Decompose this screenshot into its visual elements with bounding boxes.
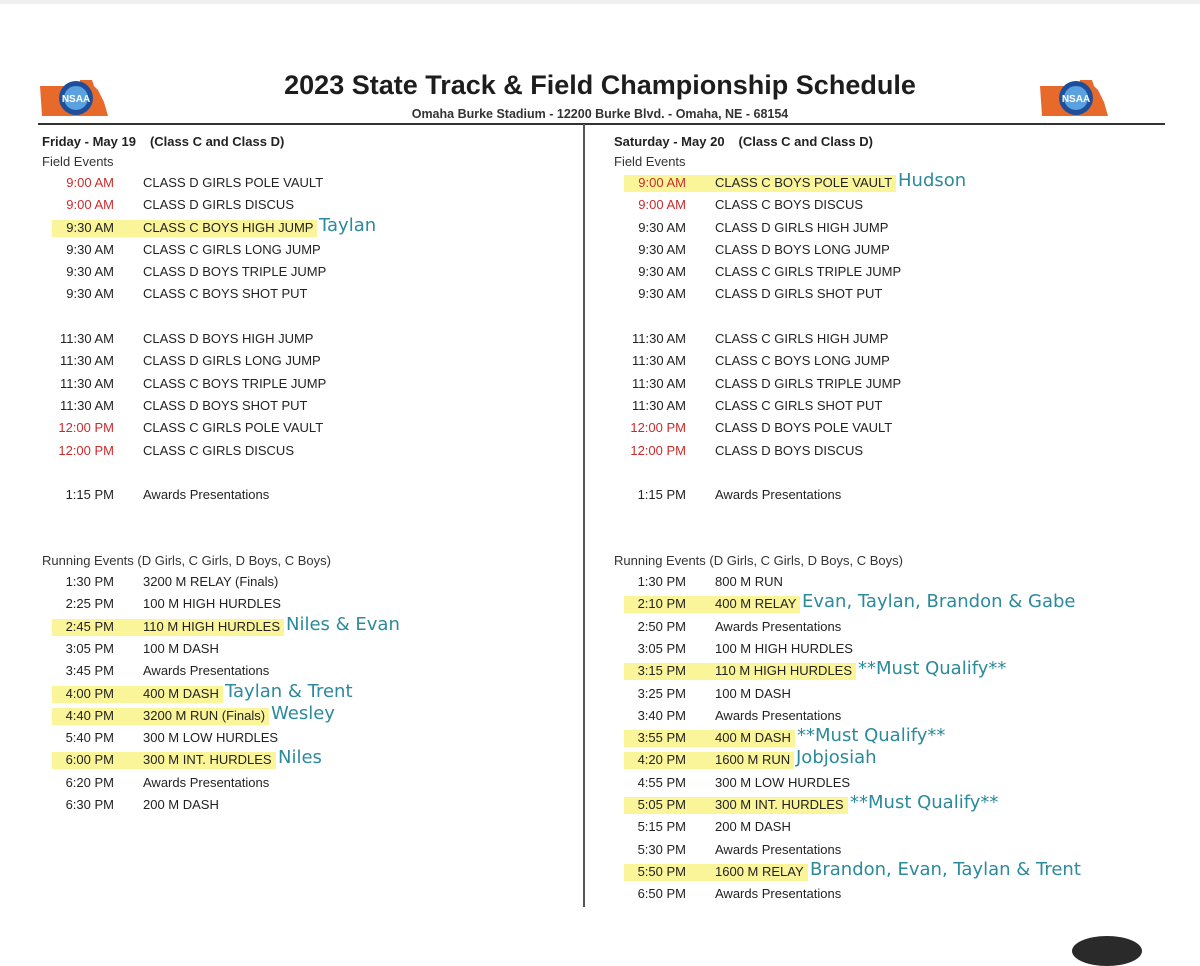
event-name: CLASS C BOYS TRIPLE JUMP [143, 375, 327, 391]
schedule-row [42, 283, 562, 305]
event-name: Awards Presentations [715, 618, 842, 634]
event-time: 5:05 PM [637, 797, 686, 813]
event-name: 3200 M RUN (Finals) [143, 707, 266, 723]
event-time: 1:15 PM [65, 487, 114, 503]
schedule-row [42, 772, 562, 794]
athlete-annotation: Wesley [271, 702, 335, 724]
event-name: Awards Presentations [715, 707, 842, 723]
schedule-row [614, 373, 1174, 395]
athlete-annotation: **Must Qualify** [850, 792, 999, 814]
event-name: Awards Presentations [143, 774, 270, 790]
event-name: CLASS C GIRLS TRIPLE JUMP [715, 264, 902, 280]
event-time: 3:45 PM [65, 663, 114, 679]
saturday-running-list [614, 571, 1174, 905]
event-time: 3:05 PM [65, 640, 114, 656]
event-name: Awards Presentations [143, 487, 270, 503]
event-time: 12:00 PM [630, 420, 686, 436]
event-time: 1:30 PM [65, 574, 114, 590]
schedule-row [42, 794, 562, 816]
event-time: 9:00 AM [66, 197, 114, 213]
athlete-annotation: Taylan [319, 214, 377, 236]
event-name: 100 M DASH [143, 640, 219, 656]
schedule-row [614, 705, 1174, 727]
event-name: CLASS C BOYS SHOT PUT [143, 286, 308, 302]
friday-field-list [42, 172, 562, 506]
schedule-row [614, 395, 1174, 417]
event-time: 6:30 PM [65, 797, 114, 813]
event-time: 1:30 PM [637, 574, 686, 590]
event-time: 3:25 PM [637, 685, 686, 701]
event-name: CLASS C BOYS POLE VAULT [715, 175, 893, 190]
event-name: 400 M DASH [143, 685, 219, 701]
event-name: CLASS C GIRLS LONG JUMP [143, 241, 321, 257]
event-time: 9:00 AM [638, 175, 686, 190]
schedule-row [42, 613, 562, 638]
schedule-row [42, 194, 562, 216]
schedule-row [614, 239, 1174, 261]
event-time: 11:30 AM [632, 375, 686, 391]
event-time: 9:30 AM [638, 219, 686, 235]
event-time: 11:30 AM [60, 397, 114, 413]
event-time: 4:40 PM [65, 707, 114, 723]
schedule-row [42, 350, 562, 372]
event-time: 12:00 PM [58, 442, 114, 458]
event-name: 110 M HIGH HURDLES [143, 618, 281, 634]
event-time: 5:15 PM [637, 819, 686, 835]
venue-subtitle: Omaha Burke Stadium - 12200 Burke Blvd. - Omaha, NE - 68154 [411, 107, 789, 121]
section-heading-field: Field Events [42, 154, 114, 169]
schedule-row [614, 571, 1174, 593]
schedule-row [42, 440, 562, 462]
event-time: 4:00 PM [65, 685, 114, 701]
schedule-row [42, 373, 562, 395]
event-time: 11:30 AM [60, 375, 114, 391]
event-name: CLASS D GIRLS LONG JUMP [143, 353, 321, 369]
event-time: 12:00 PM [630, 442, 686, 458]
schedule-row [614, 883, 1174, 905]
athlete-annotation: Evan, Taylan, Brandon & Gabe [802, 591, 1076, 613]
event-time: 3:55 PM [637, 730, 686, 746]
event-name: CLASS D GIRLS TRIPLE JUMP [715, 375, 902, 391]
event-name: Awards Presentations [715, 487, 842, 503]
schedule-row [42, 702, 562, 727]
athlete-annotation: **Must Qualify** [858, 658, 1007, 680]
schedule-row [614, 417, 1174, 439]
event-time: 5:40 PM [65, 730, 114, 746]
schedule-row [42, 680, 562, 705]
schedule-row [42, 727, 562, 749]
page-title: 2023 State Track & Field Championship Schedule [284, 70, 916, 100]
schedule-row [614, 217, 1174, 239]
event-name: CLASS D GIRLS DISCUS [143, 197, 294, 213]
event-time: 9:30 AM [638, 264, 686, 280]
event-time: 3:05 PM [637, 640, 686, 656]
event-name: CLASS D BOYS LONG JUMP [715, 241, 890, 257]
day-label: Saturday - May 20 [614, 134, 725, 149]
athlete-annotation: Brandon, Evan, Taylan & Trent [810, 858, 1081, 880]
athlete-annotation: Hudson [898, 170, 967, 191]
event-name: CLASS C GIRLS POLE VAULT [143, 420, 324, 436]
schedule-row [614, 749, 1174, 771]
event-name: 1600 M RELAY [715, 863, 804, 879]
friday-running-list [42, 571, 562, 816]
schedule-row [42, 660, 562, 682]
athlete-annotation: Niles [278, 747, 322, 769]
event-name: CLASS C BOYS LONG JUMP [715, 353, 890, 369]
event-time: 2:25 PM [65, 596, 114, 612]
corner-overlay [1072, 936, 1142, 966]
athlete-annotation: Jobjosiah [796, 747, 877, 769]
event-name: 300 M LOW HURDLES [715, 774, 851, 790]
schedule-row [614, 283, 1174, 305]
event-name: CLASS D GIRLS HIGH JUMP [715, 219, 889, 235]
schedule-row [614, 772, 1174, 794]
event-name: 1600 M RUN [715, 752, 791, 768]
section-heading-running: Running Events (D Girls, C Girls, D Boys, C Boys) [614, 553, 903, 569]
event-time: 5:30 PM [637, 841, 686, 857]
event-time: 6:00 PM [65, 752, 114, 768]
event-time: 1:15 PM [637, 487, 686, 503]
schedule-row [42, 749, 562, 771]
day-label: Friday - May 19 [42, 134, 136, 149]
schedule-row [614, 839, 1174, 861]
event-time: 12:00 PM [58, 420, 114, 436]
event-name: CLASS C BOYS HIGH JUMP [143, 219, 314, 235]
event-time: 11:30 AM [632, 353, 686, 369]
schedule-row [614, 727, 1174, 749]
event-time: 11:30 AM [60, 353, 114, 369]
athlete-annotation: Niles & Evan [286, 613, 400, 635]
day-heading [614, 132, 1174, 152]
logo-text: NSAA [1061, 94, 1091, 105]
event-name: CLASS D GIRLS SHOT PUT [715, 286, 883, 302]
event-time: 5:50 PM [637, 863, 686, 879]
event-time: 9:30 AM [638, 286, 686, 302]
event-time: 9:30 AM [66, 241, 114, 257]
event-time: 4:55 PM [637, 774, 686, 790]
schedule-row [42, 395, 562, 417]
event-time: 11:30 AM [60, 331, 114, 347]
athlete-annotation: **Must Qualify** [797, 725, 946, 747]
event-time: 4:20 PM [637, 752, 686, 768]
section-heading-field: Field Events [614, 154, 686, 169]
nsaa-logo-left [38, 72, 112, 124]
schedule-row [614, 593, 1174, 615]
schedule-row [42, 261, 562, 283]
event-time: 3:15 PM [637, 663, 686, 679]
event-time: 9:30 AM [66, 264, 114, 280]
event-name: 200 M DASH [715, 819, 791, 835]
event-time: 9:30 AM [66, 219, 114, 235]
athlete-annotation: Taylan & Trent [225, 680, 353, 702]
schedule-row [42, 239, 562, 261]
schedule-row [614, 350, 1174, 372]
friday-column [42, 132, 562, 816]
event-name: CLASS C GIRLS HIGH JUMP [715, 331, 889, 347]
event-time: 3:40 PM [637, 707, 686, 723]
section-heading-running: Running Events (D Girls, C Girls, D Boys, C Boys) [42, 553, 331, 569]
event-name: 100 M DASH [715, 685, 791, 701]
header-divider [38, 123, 1165, 125]
schedule-row [614, 440, 1174, 462]
schedule-row [614, 261, 1174, 283]
event-time: 9:30 AM [638, 241, 686, 257]
event-time: 11:30 AM [632, 331, 686, 347]
event-name: 110 M HIGH HURDLES [715, 663, 853, 679]
event-name: Awards Presentations [715, 841, 842, 857]
event-time: 2:50 PM [637, 618, 686, 634]
event-name: 400 M DASH [715, 730, 791, 746]
schedule-row [42, 214, 562, 239]
event-time: 2:10 PM [637, 596, 686, 612]
saturday-field-list [614, 172, 1174, 506]
event-time: 9:00 AM [638, 197, 686, 213]
schedule-row [614, 638, 1174, 660]
schedule-row [42, 417, 562, 439]
schedule-row [614, 328, 1174, 350]
event-time: 2:45 PM [65, 618, 114, 634]
event-name: 800 M RUN [715, 574, 783, 590]
day-heading [42, 132, 562, 152]
event-name: CLASS D BOYS POLE VAULT [715, 420, 893, 436]
event-time: 9:30 AM [66, 286, 114, 302]
event-name: 100 M HIGH HURDLES [143, 596, 281, 612]
schedule-row [42, 328, 562, 350]
schedule-row [42, 571, 562, 593]
event-name: CLASS C GIRLS DISCUS [143, 442, 294, 458]
schedule-row [614, 660, 1174, 682]
class-label: (Class C and Class D) [738, 134, 873, 149]
nsaa-logo-right [1038, 72, 1112, 124]
schedule-row [614, 616, 1174, 638]
schedule-row [614, 172, 1174, 194]
schedule-row [614, 816, 1174, 838]
event-name: 3200 M RELAY (Finals) [143, 574, 279, 590]
event-name: CLASS D GIRLS POLE VAULT [143, 175, 324, 190]
event-time: 11:30 AM [632, 397, 686, 413]
event-name: CLASS D BOYS TRIPLE JUMP [143, 264, 327, 280]
event-name: CLASS D BOYS SHOT PUT [143, 397, 308, 413]
event-name: 400 M RELAY [715, 596, 797, 612]
top-border [0, 0, 1200, 4]
event-name: 200 M DASH [143, 797, 219, 813]
column-divider [583, 124, 585, 907]
event-name: 100 M HIGH HURDLES [715, 640, 853, 656]
schedule-row [42, 638, 562, 660]
schedule-row [42, 593, 562, 615]
class-label: (Class C and Class D) [149, 134, 285, 149]
event-time: 6:20 PM [65, 774, 114, 790]
schedule-row [614, 858, 1174, 883]
schedule-row [42, 484, 562, 506]
event-name: Awards Presentations [715, 886, 842, 902]
event-name: CLASS C GIRLS SHOT PUT [715, 397, 883, 413]
event-name: Awards Presentations [143, 663, 270, 679]
event-name: 300 M LOW HURDLES [143, 730, 279, 746]
schedule-row [614, 484, 1174, 506]
saturday-column [614, 132, 1174, 906]
schedule-row [614, 194, 1174, 216]
logo-text: NSAA [61, 94, 91, 105]
event-name: CLASS D BOYS HIGH JUMP [143, 331, 314, 347]
schedule-row [614, 683, 1174, 705]
schedule-row [614, 794, 1174, 816]
event-time: 6:50 PM [637, 886, 686, 902]
event-name: 300 M INT. HURDLES [715, 797, 844, 813]
event-name: CLASS C BOYS DISCUS [715, 197, 864, 213]
event-name: 300 M INT. HURDLES [143, 752, 272, 768]
event-time: 9:00 AM [66, 175, 114, 190]
schedule-row [42, 172, 562, 194]
event-name: CLASS D BOYS DISCUS [715, 442, 864, 458]
